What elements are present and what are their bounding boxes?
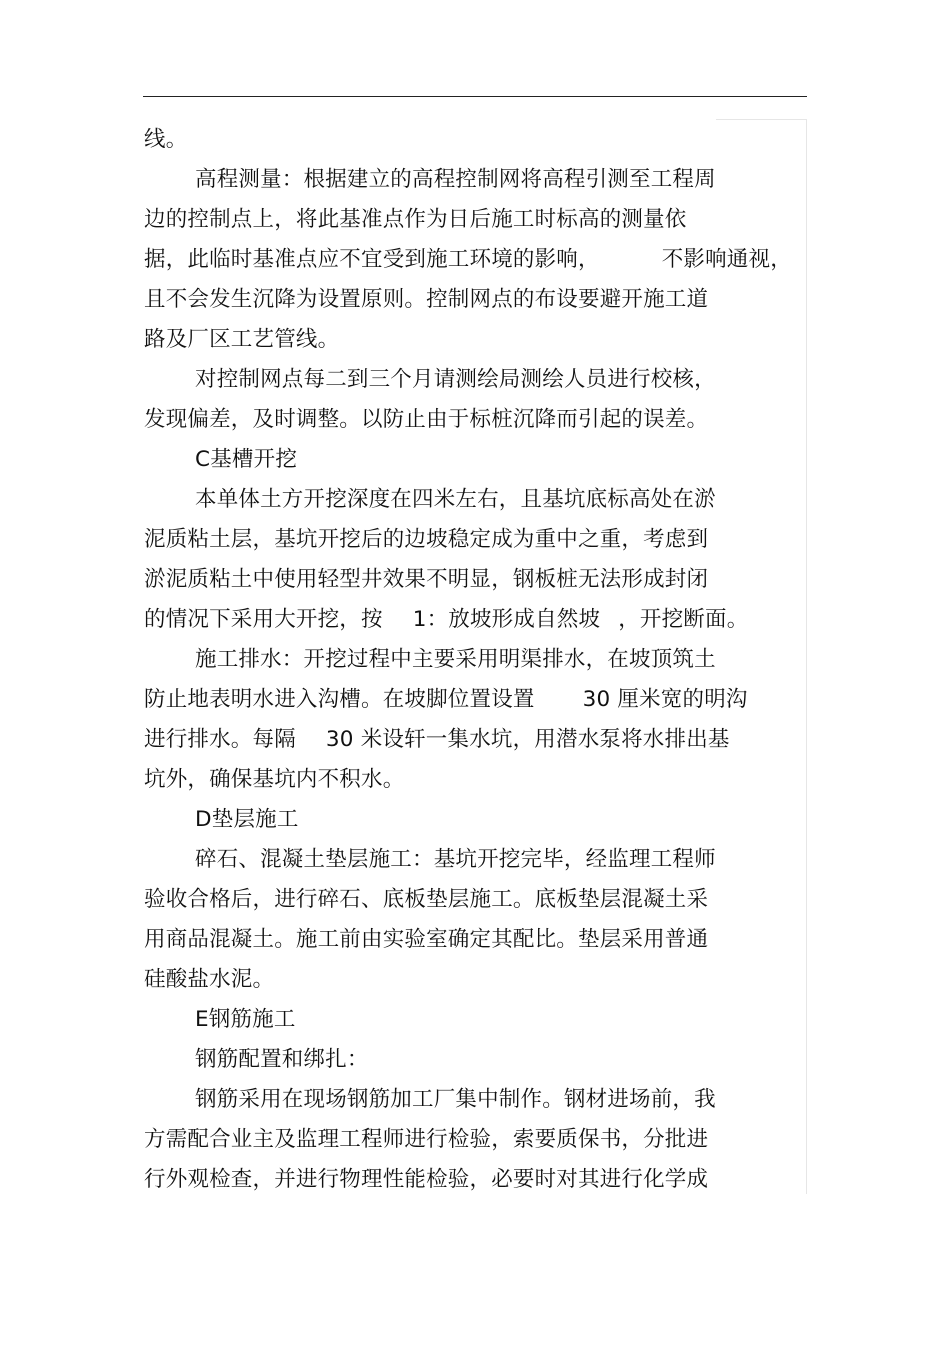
paragraph-drainage: 施工排水：开挖过程中主要采用明渠排水，在坡顶筑土 xyxy=(195,647,716,672)
text-line: 淤泥质粘土中使用轻型井效果不明显，钢板桩无法形成封闭 xyxy=(144,567,709,592)
paragraph-elevation: 高程测量：根据建立的高程控制网将高程引测至工程周 xyxy=(195,167,716,192)
text-line xyxy=(144,680,748,720)
paragraph-calibration: 对控制网点每二到三个月请测绘局测绘人员进行校核， xyxy=(195,367,716,392)
header-rule xyxy=(143,96,807,97)
text-line xyxy=(144,240,792,280)
page-frame-top xyxy=(716,119,807,120)
text-line: 且不会发生沉降为设置原则。控制网点的布设要避开施工道 xyxy=(144,287,709,312)
text-line: 泥质粘土层，基坑开挖后的边坡稳定成为重中之重，考虑到 xyxy=(144,527,709,552)
page-frame-right xyxy=(806,119,807,1194)
text-segment: 30 米设轩一集水坑，用潜水泵将水排出基 xyxy=(325,727,730,752)
text-line: 发现偏差，及时调整。以防止由于标桩沉降而引起的误差。 xyxy=(144,407,709,432)
text-line: 行外观检查，并进行物理性能检验，必要时对其进行化学成 xyxy=(144,1167,709,1192)
section-heading-c: C基槽开挖 xyxy=(195,447,298,472)
text-line: 硅酸盐水泥。 xyxy=(144,967,275,992)
paragraph-cushion: 碎石、混凝土垫层施工：基坑开挖完毕，经监理工程师 xyxy=(195,847,716,872)
text-segment: 不影响通视， xyxy=(661,247,792,272)
section-heading-d: D垫层施工 xyxy=(195,807,299,832)
text-line: 验收合格后，进行碎石、底板垫层施工。底板垫层混凝土采 xyxy=(144,887,709,912)
text-line: 路及厂区工艺管线。 xyxy=(144,327,340,352)
text-segment: 30 厘米宽的明沟 xyxy=(582,687,748,712)
text-line: 线。 xyxy=(144,127,188,152)
text-line: 方需配合业主及监理工程师进行检验，索要质保书，分批进 xyxy=(144,1127,709,1152)
paragraph-rebar: 钢筋采用在现场钢筋加工厂集中制作。钢材进场前，我 xyxy=(195,1087,716,1112)
text-segment: 防止地表明水进入沟槽。在坡脚位置设置 xyxy=(144,687,535,712)
section-heading-e: E钢筋施工 xyxy=(195,1007,296,1032)
paragraph-excavation: 本单体土方开挖深度在四米左右，且基坑底标高处在淤 xyxy=(195,487,716,512)
text-segment: 进行排水。每隔 xyxy=(144,727,296,752)
sub-heading-rebar: 钢筋配置和绑扎： xyxy=(195,1047,369,1072)
text-segment: 的情况下采用大开挖，按 xyxy=(144,607,383,632)
text-line: 用商品混凝土。施工前由实验室确定其配比。垫层采用普通 xyxy=(144,927,709,952)
text-segment: ，开挖断面。 xyxy=(618,607,749,632)
text-line xyxy=(144,600,748,640)
text-line: 边的控制点上，将此基准点作为日后施工时标高的测量依 xyxy=(144,207,687,232)
text-segment: 1：放坡形成自然坡 xyxy=(412,607,601,632)
text-line: 坑外，确保基坑内不积水。 xyxy=(144,767,405,792)
text-segment: 据，此临时基准点应不宜受到施工环境的影响， xyxy=(144,247,600,272)
text-line xyxy=(144,720,730,760)
